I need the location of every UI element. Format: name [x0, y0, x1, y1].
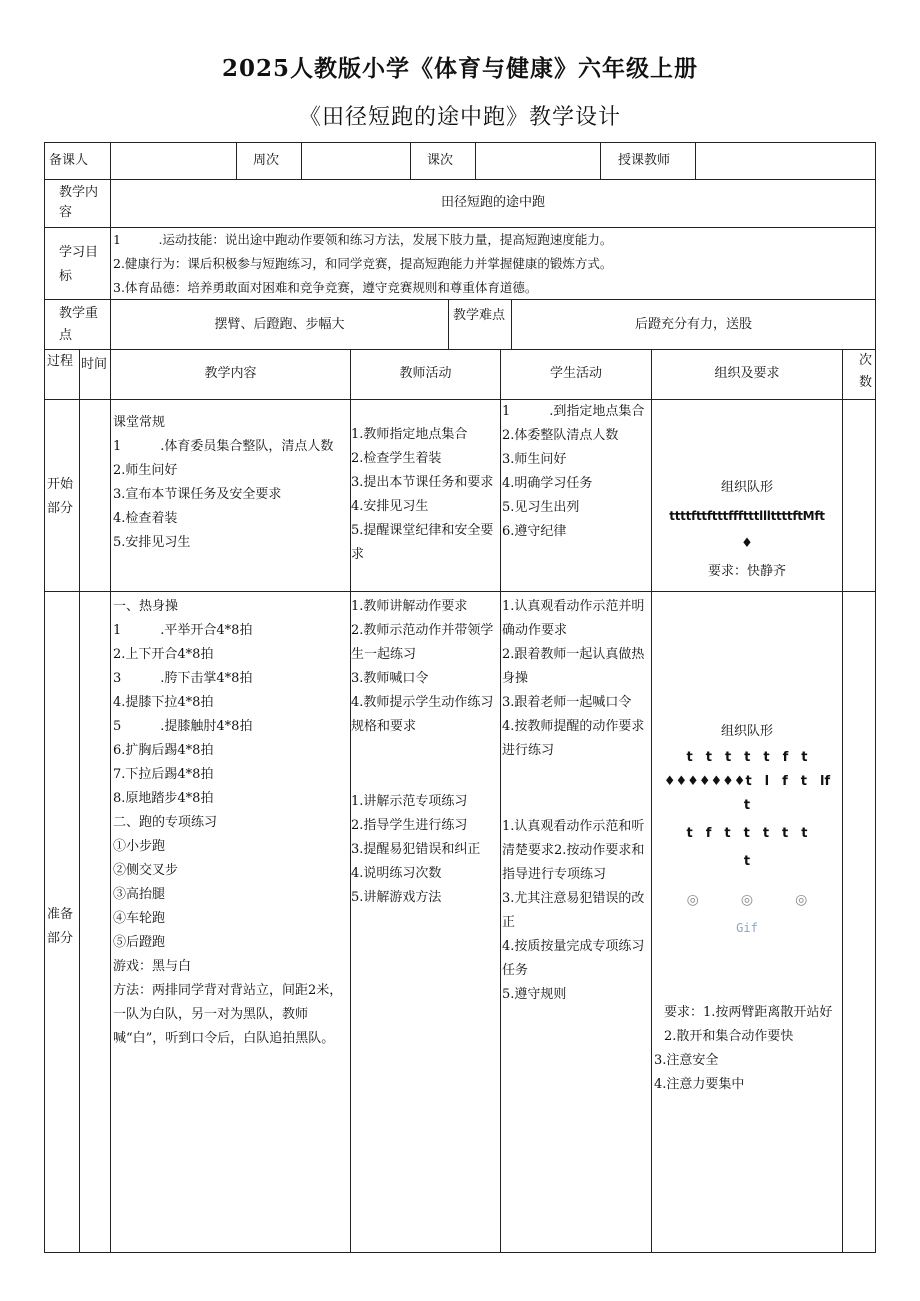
- prep-teacher-item: 2.教师示范动作并带领学生一起练习: [351, 623, 494, 662]
- prep-content-item: ④车轮跑: [113, 911, 166, 926]
- prep-teacher-item: 1.教师讲解动作要求: [351, 599, 468, 614]
- content-label: 教学内容: [59, 185, 99, 220]
- start-organization: [652, 476, 842, 584]
- prep-content: [113, 595, 349, 1051]
- prep-content-item: 二、跑的专项练习: [113, 815, 218, 830]
- prep-student-item: 1.认真观看动作示范并明确动作要求: [502, 599, 645, 638]
- prep-organization: [652, 720, 842, 940]
- prep-org-label: 组织队形: [720, 724, 773, 739]
- difficulty-label: 教学难点: [453, 308, 506, 323]
- preparer-label: 备课人: [49, 153, 89, 168]
- start-content-item: 4.检查着装: [113, 511, 178, 526]
- prep-requirements: [654, 1001, 840, 1097]
- focus-label: 教学重点: [59, 306, 99, 343]
- prep-teacher-item: 3.教师喊口令: [351, 671, 429, 686]
- prep-requirement-item: 4.注意力要集中: [654, 1077, 745, 1092]
- lesson-plan-table: [44, 142, 876, 1253]
- week-label: 周次: [253, 153, 280, 168]
- difficulty-value: 后蹬充分有力，送股: [634, 317, 752, 332]
- content-value: 田径短跑的途中跑: [440, 195, 545, 210]
- start-student-item: 6.遵守纪律: [502, 524, 567, 539]
- prep-content-item: ⑤后蹬跑: [113, 935, 166, 950]
- focus-value: 摆臂、后蹬跑、步幅大: [214, 317, 345, 332]
- prep-formation-row: t t t t t f t: [686, 750, 808, 765]
- prep-student-item: 3.跟着老师一起喊口令: [502, 695, 632, 710]
- prep-teacher-item: 3.提醒易犯错误和纠正: [351, 842, 481, 857]
- prep-student-item: 3.尤其注意易犯错误的改正: [502, 891, 645, 930]
- start-teacher-item: 3.提出本节课任务和要求: [351, 475, 494, 490]
- prep-teacher-a: [351, 595, 499, 739]
- prep-formation-row: t: [743, 798, 751, 813]
- start-content-item: 5.安排见习生: [113, 535, 191, 550]
- prep-teacher-b: [351, 790, 499, 910]
- prep-teacher-item: 4.教师提示学生动作练习规格和要求: [351, 695, 494, 734]
- prep-requirement-item: 3.注意安全: [654, 1053, 719, 1068]
- goals-label: 学习目标: [59, 245, 99, 284]
- start-org-label: 组织队形: [720, 480, 773, 495]
- prep-student-item: 2.跟着教师一起认真做热身操: [502, 647, 645, 686]
- prep-student-item: 5.遵守规则: [502, 987, 567, 1002]
- prep-content-item: 4.提膝下拉4*8拍: [113, 695, 214, 710]
- prep-requirement-item: 2.散开和集合动作要快: [664, 1029, 794, 1044]
- prep-content-item: ②侧交叉步: [113, 863, 179, 878]
- start-teacher-item: 4.安排见习生: [351, 499, 429, 514]
- goal-item: 2.健康行为：课后积极参与短跑练习，和同学竞赛，提高短跑能力并掌握健康的锻炼方式。: [113, 256, 613, 271]
- prep-content-item: ③高抬腿: [113, 887, 166, 902]
- start-student: [502, 400, 650, 544]
- prep-content-item: 游戏：黑与白: [113, 959, 192, 974]
- header-student: 学生活动: [549, 366, 602, 381]
- teacher-label: 授课教师: [618, 153, 671, 168]
- prep-teacher-item: 1.讲解示范专项练习: [351, 794, 468, 809]
- document-subtitle: 《田径短跑的途中跑》教学设计: [298, 105, 621, 130]
- header-organization: 组织及要求: [714, 366, 780, 381]
- start-teacher: [351, 423, 499, 567]
- goals-list: [113, 228, 873, 300]
- prep-content-item: 1 .平举开合4*8拍: [113, 623, 253, 638]
- prep-content-item: 7.下拉后踢4*8拍: [113, 767, 214, 782]
- header-process: 过程: [47, 354, 74, 369]
- prep-teacher-item: 4.说明练习次数: [351, 866, 442, 881]
- start-content-item: 课堂常规: [113, 415, 166, 430]
- goal-item: 1 .运动技能：说出途中跑动作要领和练习方法，发展下肢力量，提高短跑速度能力。: [113, 232, 613, 247]
- prep-student-item: 4.按教师提醒的动作要求进行练习: [502, 719, 645, 758]
- prep-formation-row: t: [743, 854, 751, 869]
- goal-item: 3.体育品德：培养勇敢面对困难和竞争竞赛，遵守竞赛规则和尊重体育道德。: [113, 280, 538, 295]
- prep-student-b: [502, 815, 650, 1007]
- header-time: 时间: [81, 357, 108, 372]
- start-section-label: 开始部分: [47, 477, 74, 516]
- start-content: [113, 411, 349, 555]
- prep-content-item: 2.上下开合4*8拍: [113, 647, 214, 662]
- prep-formation-row: ♦♦♦♦♦♦♦t l f t lf: [663, 774, 831, 789]
- header-content: 教学内容: [204, 366, 257, 381]
- start-formation-marker: ♦: [741, 536, 753, 551]
- prep-content-item: 6.扩胸后踢4*8拍: [113, 743, 214, 758]
- start-content-item: 3.宣布本节课任务及安全要求: [113, 487, 282, 502]
- start-content-item: 2.师生问好: [113, 463, 178, 478]
- start-teacher-item: 2.检查学生着装: [351, 451, 442, 466]
- start-teacher-item: 5.提醒课堂纪律和安全要求: [351, 523, 494, 562]
- prep-content-item: 方法：两排同学背对背站立，间距2米，一队为白队，另一对为黑队，教师喊“白”，听到口令后，白队追拍黑队。: [113, 983, 343, 1046]
- circle-markers: ◎ ◎ ◎: [686, 892, 808, 908]
- lesson-label: 课次: [427, 153, 454, 168]
- start-student-item: 2.体委整队清点人数: [502, 428, 619, 443]
- prep-content-item: ①小步跑: [113, 839, 166, 854]
- prep-student-item: 1.认真观看动作示范和听清楚要求2.按动作要求和指导进行专项练习: [502, 819, 645, 882]
- prep-student-a: [502, 595, 650, 763]
- start-formation-row: ttttfttftttffftttlllttttftMft: [669, 509, 825, 523]
- prep-teacher-item: 5.讲解游戏方法: [351, 890, 442, 905]
- prep-formation-row: t f t t t t t: [686, 826, 808, 841]
- prep-content-item: 5 .提膝触肘4*8拍: [113, 719, 253, 734]
- start-student-item: 3.师生问好: [502, 452, 567, 467]
- header-count: 次数: [859, 353, 873, 390]
- start-student-item: 1 .到指定地点集合: [502, 404, 645, 419]
- document-title: 2025人教版小学《体育与健康》六年级上册: [221, 55, 698, 82]
- start-student-item: 4.明确学习任务: [502, 476, 593, 491]
- start-requirement: 要求：快静齐: [707, 564, 786, 579]
- start-content-item: 1 .体育委员集合整队，清点人数: [113, 439, 334, 454]
- prep-student-item: 4.按质按量完成专项练习任务: [502, 939, 645, 978]
- start-teacher-item: 1.教师指定地点集合: [351, 427, 468, 442]
- prep-content-item: 8.原地踏步4*8拍: [113, 791, 214, 806]
- prep-content-item: 一、热身操: [113, 599, 179, 614]
- prep-requirement-item: 要求：1.按两臂距离散开站好: [664, 1005, 833, 1020]
- start-student-item: 5.见习生出列: [502, 500, 580, 515]
- prep-section-label: 准备部分: [47, 907, 74, 946]
- prep-content-item: 3 .胯下击掌4*8拍: [113, 671, 253, 686]
- prep-teacher-item: 2.指导学生进行练习: [351, 818, 468, 833]
- gif-image-placeholder: Gif: [736, 921, 758, 935]
- header-teacher: 教师活动: [399, 366, 452, 381]
